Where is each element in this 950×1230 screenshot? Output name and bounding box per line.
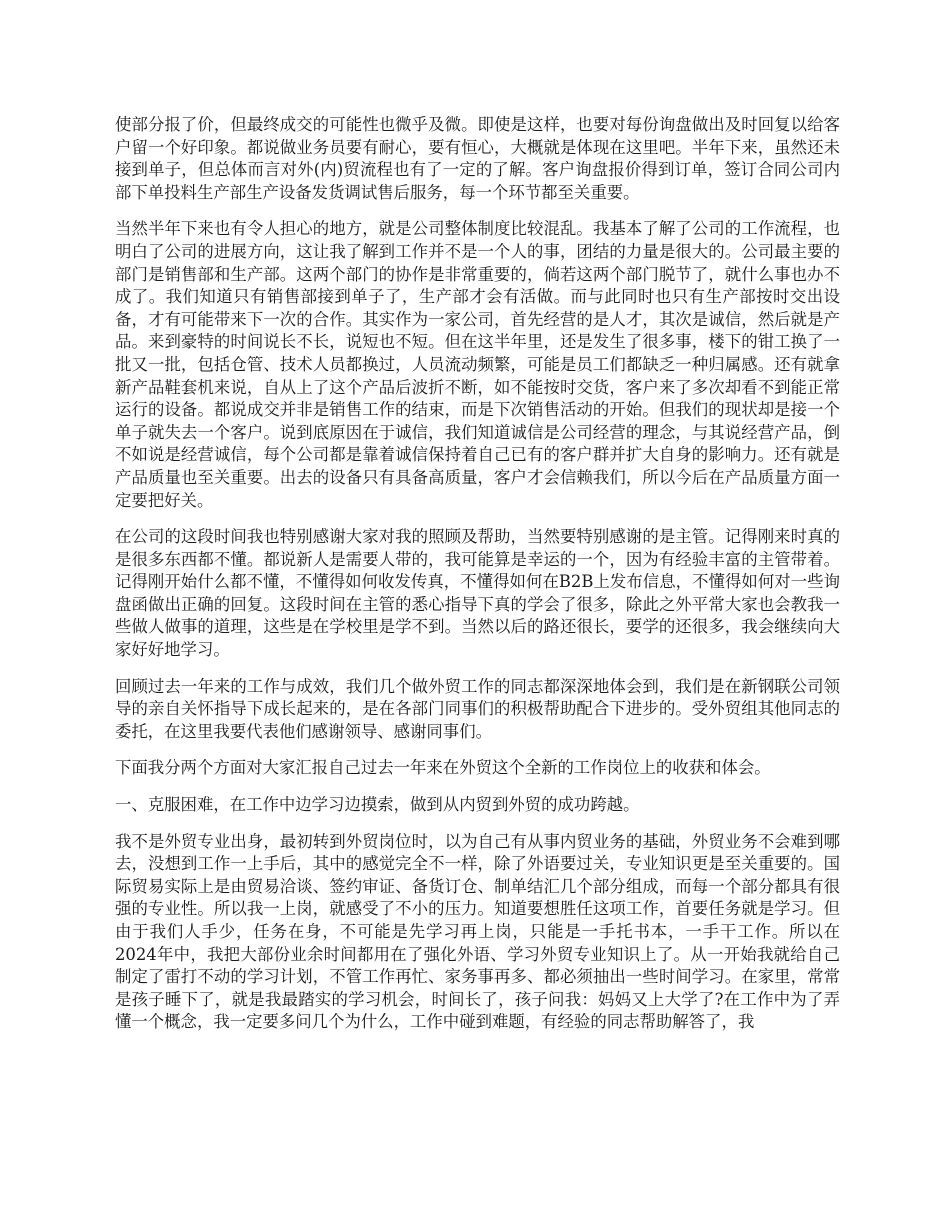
paragraph: 下面我分两个方面对大家汇报自己过去一年来在外贸这个全新的工作岗位上的收获和体会。 xyxy=(115,758,771,778)
document-body xyxy=(115,114,840,1048)
paragraph: 在公司的这段时间我也特别感谢大家对我的照顾及帮助，当然要特别感谢的是主管。记得刚来时真的是很多东西都不懂。都说新人是需要人带的，我可能算是幸运的一个，因为有经验丰富的主管带着。记得刚开始什么都不懂，不懂得如何收发传真，不懂得如何在B2B上发布信息，不懂得如何对一些询盘函做出正确的回复。这段时间在主管的悉心指导下真的学会了很多，除此之外平常大家也会教我一些做人做事的道理，这些是在学校里是学不到。当然以后的路还很长，要学的还很多，我会继续向大家好好地学习。 xyxy=(115,527,840,660)
section-heading: 一、克服困难，在工作中边学习边摸索，做到从内贸到外贸的成功跨越。 xyxy=(115,795,640,815)
paragraph: 回顾过去一年来的工作与成效，我们几个做外贸工作的同志都深深地体会到，我们是在新钢联公司领导的亲自关怀指导下成长起来的，是在各部门同事们的积极帮助配合下进步的。受外贸组其他同志的委托，在这里我要代表他们感谢领导、感谢同事们。 xyxy=(115,676,840,741)
paragraph: 我不是外贸专业出身，最初转到外贸岗位时，以为自己有从事内贸业务的基础，外贸业务不会难到哪去，没想到工作一上手后，其中的感觉完全不一样，除了外语要过关，专业知识更是至关重要的。国际贸易实际上是由贸易洽谈、签约审证、备货订仓、制单结汇几个部分组成，而每一个部分都具有很强的专业性。所以我一上岗，就感受了不小的压力。知道要想胜任这项工作，首要任务就是学习。但由于我们人手少，任务在身，不可能是先学习再上岗，只能是一手托书本，一手干工作。所以在2024年中，我把大部份业余时间都用在了强化外语、学习外贸专业知识上了。从一开始我就给自己制定了雷打不动的学习计划，不管工作再忙、家务事再多、都必须抽出一些时间学习。在家里，常常是孩子睡下了，就是我最踏实的学习机会，时间长了，孩子问我：妈妈又上大学了?在工作中为了弄懂一个概念，我一定要多问几个为什么，工作中碰到难题，有经验的同志帮助解答了，我 xyxy=(115,831,840,1032)
paragraph: 使部分报了价，但最终成交的可能性也微乎及微。即使是这样，也要对每份询盘做出及时回复以给客户留一个好印象。都说做业务员要有耐心，要有恒心，大概就是体现在这里吧。半年下来，虽然还未接到单子，但总体而言对外(内)贸流程也有了一定的了解。客户询盘报价得到订单，签订合同公司内部下单投料生产部生产设备发货调试售后服务，每一个环节都至关重要。 xyxy=(115,115,840,202)
paragraph: 当然半年下来也有令人担心的地方，就是公司整体制度比较混乱。我基本了解了公司的工作流程，也明白了公司的进展方向，这让我了解到工作并不是一个人的事，团结的力量是很大的。公司最主要的部门是销售部和生产部。这两个部门的协作是非常重要的，倘若这两个部门脱节了，就什么事也办不成了。我们知道只有销售部接到单子了，生产部才会有活做。而与此同时也只有生产部按时交出设备，才有可能带来下一次的合作。其实作为一家公司，首先经营的是人才，其次是诚信，然后就是产品。来到豪特的时间说长不长，说短也不短。但在这半年里，还是发生了很多事，楼下的钳工换了一批又一批，包括仓管、技术人员都换过，人员流动频繁，可能是员工们都缺乏一种归属感。还有就拿新产品鞋套机来说，自从上了这个产品后波折不断，如不能按时交货，客户来了多次却看不到能正常运行的设备。都说成交并非是销售工作的结束，而是下次销售活动的开始。但我们的现状却是接一个单子就失去一个客户。说到底原因在于诚信，我们知道诚信是公司经营的理念，与其说经营产品，倒不如说是经营诚信，每个公司都是靠着诚信保持着自己已有的客户群并扩大自身的影响力。还有就是产品质量也至关重要。出去的设备只有具备高质量，客户才会信赖我们，所以今后在产品质量方面一定要把好关。 xyxy=(115,219,840,510)
